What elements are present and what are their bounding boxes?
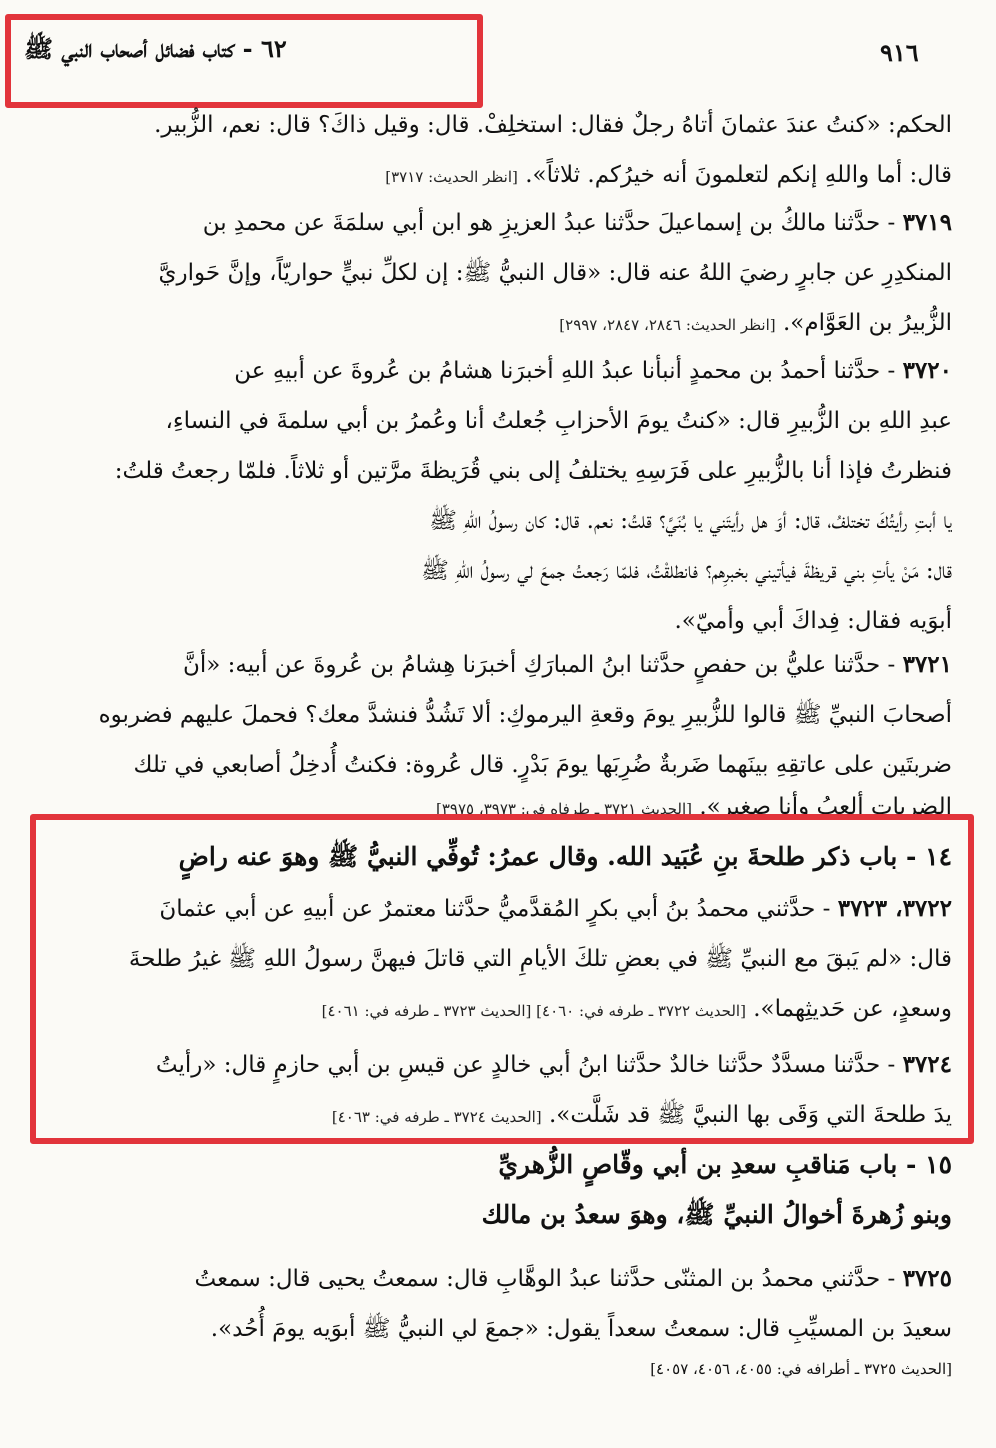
text-line: قال: «لم يَبقَ مع النبيِّ ﷺ في بعضِ تلكَ الأيامِ التي قاتلَ فيهنَّ رسولُ اللهِ ﷺ غيرُ طلحةَ [128,946,952,972]
hadith-number: ٣٧٢٠ [902,357,952,384]
text-line: يا أبتِ رأيتُكَ تختلفُ، قال: أوَ هل رأيتَني يا بُنَيَّ؟ قلتُ: نعم. قال: كان رسولُ اللهِ ﷺ [429,508,952,534]
hadith-3725 [40,1254,952,1384]
hadith-number: ٣٧٢٤ [902,1051,952,1078]
text-line: ٣٧٢١ - حدَّثنا عليُّ بن حفصٍ حدَّثنا ابنُ المبارَكِ أخبرَنا هِشامُ بن عُروةَ عن أبيه: «أنَّ [182,651,952,678]
text-line: الضرباتِ ألعبُ وأنا صغير». [الحديث ٣٧٢١ ـ طرفاه في: ٣٩٧٣، ٣٩٧٥] [436,794,952,820]
text-line: أبوَيه فقال: فِداكَ أبي وأميّ». [674,608,952,634]
chapter-14 [40,832,952,882]
text-line: ٣٧٢٤ - حدَّثنا مسدَّدٌ حدَّثنا خالدٌ حدَّثنا ابنُ أبي خالدٍ عن قيسِ بن أبي حازمٍ قال: «رأيتُ [155,1051,952,1078]
text-line: سعيدَ بن المسيِّبِ قال: سمعتُ سعداً يقول: «جمعَ لي النبيُّ ﷺ أبوَيه يومَ أُحُد». [210,1316,952,1342]
hadith-3721 [40,640,952,824]
hadith-3720 [40,346,952,646]
chapter-15 [40,1140,952,1240]
text-line: عبدِ اللهِ بن الزُّبيرِ قال: «كنتُ يومَ الأحزابِ جُعلتُ أنا وعُمرُ بن أبي سلمةَ في النساءِ، [165,408,952,434]
text-line: أصحابَ النبيِّ ﷺ قالوا للزُّبيرِ يومَ وقعةِ اليرموكِ: ألا تَشُدُّ فنشدَّ معك؟ فحملَ عليهم فضربوه [98,702,952,728]
hadith-3718-continuation [40,100,952,200]
hadith-3719 [40,198,952,348]
text-line: قال: مَنْ يأتِ بني قريظةَ فيأتيني بخبرِهم؟ فانطلقْتُ، فلمّا رَجعتُ جمعَ لي رسولُ اللهِ ﷺ [421,558,952,584]
text-line: فنظرتُ فإذا أنا بالزُّبيرِ على فَرَسِهِ يختلفُ إلى بني قُرَيظةَ مرَّتين أو ثلاثاً. فلمّا رجعتُ قلتُ: [114,458,952,484]
text-line: قال: أما واللهِ إنكم لتعلمونَ أنه خيرُكم. ثلاثاً». [انظر الحديث: ٣٧١٧] [385,162,952,188]
cross-reference: [الحديث ٣٧٢٤ ـ طرفه في: ٤٠٦٣] [331,1108,542,1126]
hadith-3724 [40,1040,952,1140]
running-title: ٦٢ - كتاب فضائل أصحاب النبي ﷺ [24,34,287,63]
cross-reference: [انظر الحديث: ٣٧١٧] [385,168,518,186]
text-line: وسعدٍ، عن حَديثِهما». [الحديث ٣٧٢٢ ـ طرفه في: ٤٠٦٠] [الحديث ٣٧٢٣ ـ طرفه في: ٤٠٦١] [321,996,952,1022]
hadith-number: ٣٧٢٢، ٣٧٢٣ [837,895,952,922]
cross-reference: [انظر الحديث: ٢٨٤٦، ٢٨٤٧، ٢٩٩٧] [559,316,776,334]
text-line: ٣٧٢٢، ٣٧٢٣ - حدَّثني محمدُ بنُ أبي بكرٍ المُقدَّميُّ حدَّثنا معتمرٌ عن أبيهِ عن أبي عثمانَ [159,895,952,922]
text-line: ٣٧٢٥ - حدَّثني محمدُ بن المثنّى حدَّثنا عبدُ الوهَّابِ قال: سمعتُ يحيى قال: سمعتُ [194,1265,952,1292]
cross-reference: [الحديث ٣٧٢٢ ـ طرفه في: ٤٠٦٠] [الحديث ٣٧٢٣ ـ طرفه في: ٤٠٦١] [321,1002,746,1020]
cross-reference: [الحديث ٣٧٢٥ ـ أطرافه في: ٤٠٥٥، ٤٠٥٦، ٤٠٥٧] [650,1360,952,1378]
chapter-heading: ١٤ - باب ذكر طلحةَ بنِ عُبَيد الله. وقال عمرُ: تُوفِّي النبيُّ ﷺ وهوَ عنه راضٍ [178,842,952,871]
hadith-number: ٣٧١٩ [902,209,952,236]
chapter-heading-line: وبنو زُهرةَ أخوالُ النبيِّ ﷺ، وهوَ سعدُ بن مالك [481,1200,952,1229]
text-line: ضربتَين على عاتقِهِ بينَهما ضَربةٌ ضُرِبَها يومَ بَدْرٍ. قال عُروة: فكنتُ أُدخِلُ أصابعي في تلك [133,752,952,778]
text-line: يدَ طلحةَ التي وَقَى بها النبيَّ ﷺ قد شَلَّت». [الحديث ٣٧٢٤ ـ طرفه في: ٤٠٦٣] [331,1102,952,1128]
text-line: الزُّبيرُ بن العَوَّام». [انظر الحديث: ٢٨٤٦، ٢٨٤٧، ٢٩٩٧] [559,310,952,336]
hadith-3722-3723 [40,884,952,1034]
hadith-number: ٣٧٢٥ [902,1265,952,1292]
text-line: الحكم: «كنتُ عندَ عثمانَ أتاهُ رجلٌ فقال: استخلِفْ. قال: وقيل ذاكَ؟ قال: نعم، الزُّبير. [154,112,952,138]
chapter-heading-line: ١٥ - باب مَناقبِ سعدِ بن أبي وقّاصٍ الزُّهريِّ [498,1150,952,1179]
page-number: ٩١٦ [880,38,919,67]
cross-reference: [الحديث ٣٧٢١ ـ طرفاه في: ٣٩٧٣، ٣٩٧٥] [436,800,693,818]
hadith-number: ٣٧٢١ [902,651,952,678]
text-line: ٣٧٢٠ - حدَّثنا أحمدُ بن محمدٍ أنبأنا عبدُ اللهِ أخبرَنا هشامُ بن عُروةَ عن أبيهِ عن [234,357,952,384]
text-line: ٣٧١٩ - حدَّثنا مالكُ بن إسماعيلَ حدَّثنا عبدُ العزيزِ هو ابن أبي سلمَةَ عن محمدِ بن [202,209,952,236]
text-line: المنكدِرِ عن جابرٍ رضيَ اللهُ عنه قال: «قال النبيُّ ﷺ: إن لكلِّ نبيٍّ حواريّاً، وإنَّ حَواريَّ [158,260,952,286]
